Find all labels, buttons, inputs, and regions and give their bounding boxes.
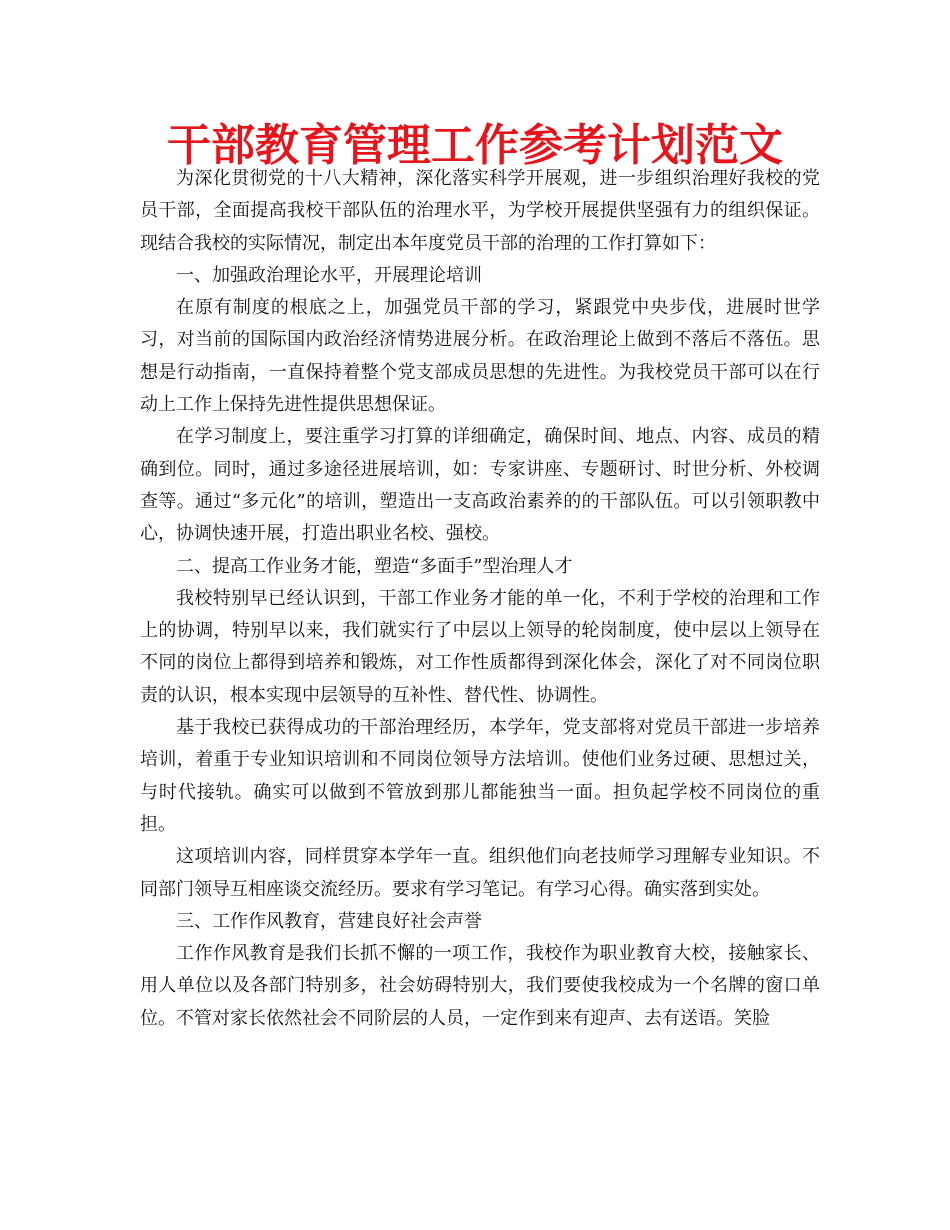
- paragraph-2a: 我校特别早已经认识到，干部工作业务才能的单一化，不利于学校的治理和工作上的协调，特别早以来，我们就实行了中层以上领导的轮岗制度，使中层以上领导在不同的岗位上都得到培养和锻炼，对工作性质都得到深化体会，深化了对不同岗位职责的认识，根本实现中层领导的互补性、替代性、协调性。: [140, 587, 820, 706]
- paragraph-1a: 在原有制度的根底之上，加强党员干部的学习，紧跟党中央步伐，进展时世学习，对当前的国际国内政治经济情势进展分析。在政治理论上做到不落后不落伍。思想是行动指南，一直保持着整个党支部成员思想的先进性。为我校党员干部可以在行动上工作上保持先进性提供思想保证。: [140, 297, 820, 416]
- section-heading-3: 三、工作作风教育，营建良好社会声誉: [176, 910, 482, 932]
- paragraph-2c: 这项培训内容，同样贯穿本学年一直。组织他们向老技师学习理解专业知识。不同部门领导互相座谈交流经历。要求有学习笔记。有学习心得。确实落到实处。: [140, 846, 820, 900]
- document-title: 干部教育管理工作参考计划范文: [167, 120, 783, 171]
- paragraph-2b: 基于我校已获得成功的干部治理经历，本学年，党支部将对党员干部进一步培养培训，着重于专业知识培训和不同岗位领导方法培训。使他们业务过硬、思想过关，与时代接轨。确实可以做到不管放到那儿都能独当一面。担负起学校不同岗位的重担。: [140, 717, 820, 835]
- paragraph-1b: 在学习制度上，要注重学习打算的详细确定，确保时间、地点、内容、成员的精确到位。同时，通过多途径进展培训，如：专家讲座、专题研讨、时世分析、外校调查等。通过“多元化”的培训，塑造出一支高政治素养的的干部队伍。可以引领职教中心，协调快速开展，打造出职业名校、强校。: [140, 426, 820, 545]
- paragraph-intro: 为深化贯彻党的十八大精神，深化落实科学开展观，进一步组织治理好我校的党员干部，全面提高我校干部队伍的治理水平，为学校开展提供坚强有力的组织保证。现结合我校的实际情况，制定出本年度党员干部的治理的工作打算如下：: [140, 168, 820, 254]
- paragraph-3a: 工作作风教育是我们长抓不懈的一项工作，我校作为职业教育大校，接触家长、用人单位以及各部门特别多，社会妨碍特别大，我们要使我校成为一个名牌的窗口单位。不管对家长依然社会不同阶层的人员，一定作到来有迎声、去有送语。笑脸: [140, 943, 820, 1029]
- section-heading-2: 二、提高工作业务才能，塑造“多面手”型治理人才: [176, 555, 573, 577]
- document-body: [140, 163, 820, 1035]
- section-heading-1: 一、加强政治理论水平，开展理论培训: [176, 264, 482, 286]
